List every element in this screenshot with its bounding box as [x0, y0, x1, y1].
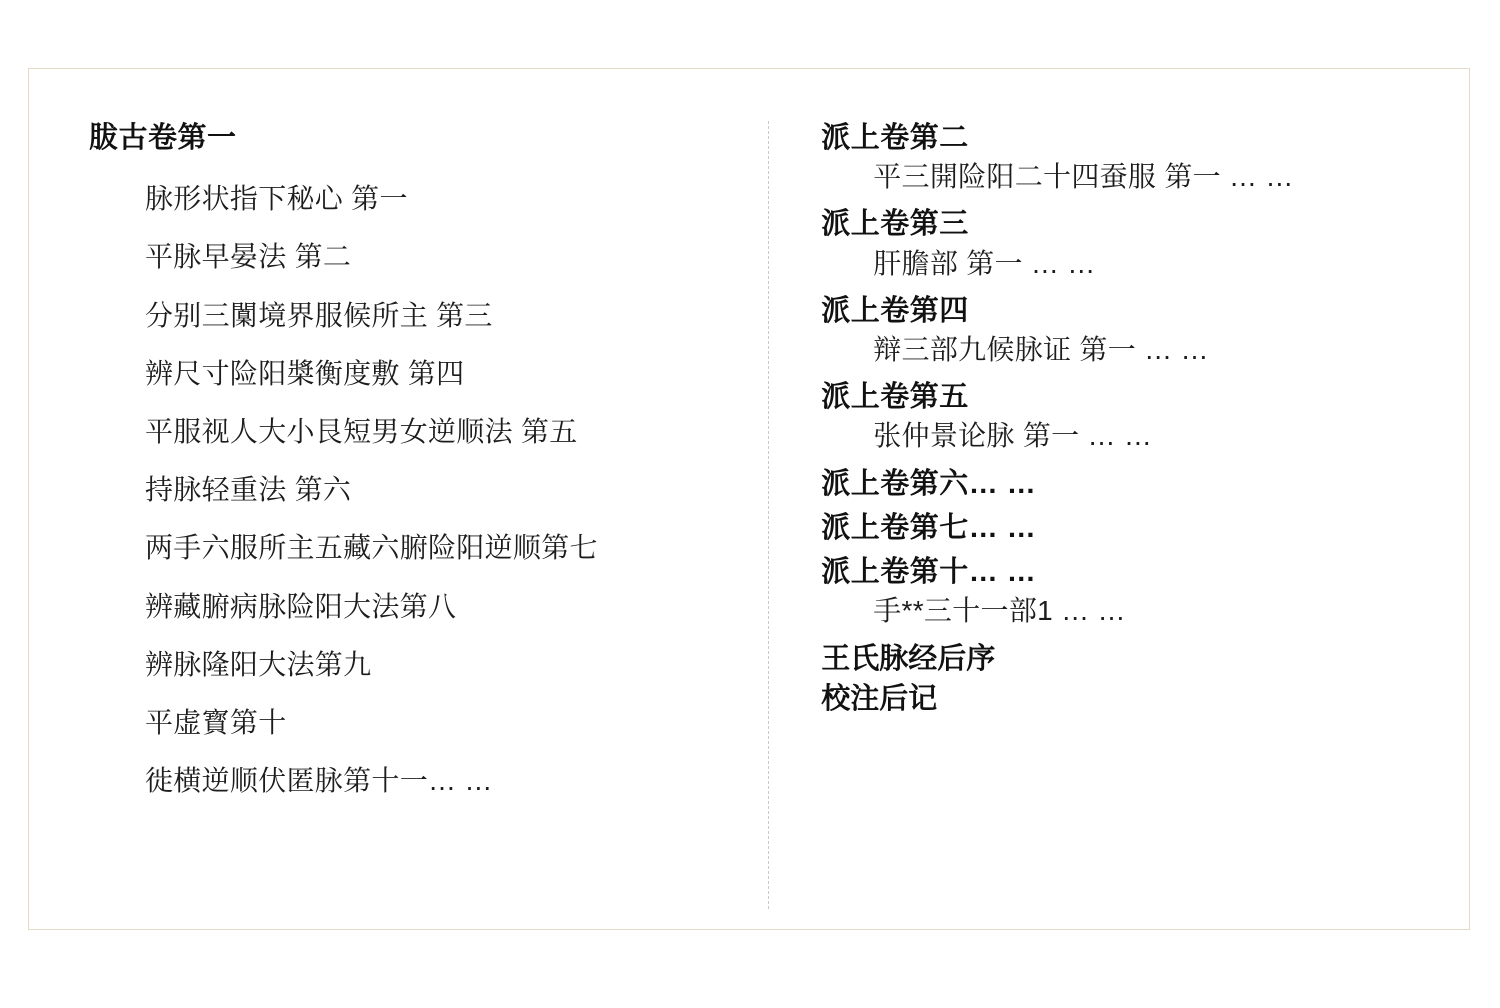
toc-block: [821, 467, 1439, 501]
toc-entry: 张仲景论脉 第一 … …: [873, 420, 1153, 452]
toc-entry: 平服视人大小艮短男女逆顺法 第五: [145, 415, 578, 447]
toc-block: [821, 555, 1439, 627]
toc-block: [821, 294, 1439, 366]
volume-title: 派上卷第七… …: [821, 511, 1037, 544]
toc-footer: [821, 641, 1439, 718]
toc-entry: 辨尺寸险阳槳衡度敷 第四: [145, 357, 465, 389]
toc-entry: 平三開险阳二十四蚕服 第一 … …: [873, 161, 1294, 193]
volume-title: 派上卷第二: [821, 122, 969, 154]
toc-entry: 肝膽部 第一 … …: [873, 247, 1096, 279]
toc-block: [821, 121, 1439, 193]
toc-entry: 持脉轻重法 第六: [145, 474, 352, 506]
toc-footer-line: 校注后记: [821, 683, 938, 716]
toc-block: [821, 511, 1439, 545]
toc-right-column: [768, 121, 1439, 909]
volume-title: 派上卷第十… …: [821, 556, 1037, 589]
table-of-contents: [29, 69, 1469, 929]
toc-block: [821, 207, 1439, 279]
toc-block: [821, 380, 1439, 452]
toc-entry: 平脉早晏法 第二: [145, 241, 352, 273]
toc-entry: 两手六服所主五藏六腑险阳逆顺第七: [145, 532, 598, 564]
toc-entry: 辨脉隆阳大法第九: [145, 648, 372, 680]
toc-entry: 分别三闑境界服候所主 第三: [145, 299, 493, 331]
volume-title: 派上卷第四: [821, 294, 969, 327]
toc-entry: 脉形状指下秘心 第一: [145, 183, 408, 215]
volume-title: 胈古卷第一: [89, 122, 237, 154]
toc-footer-line: 王氏脉经后序: [821, 643, 996, 676]
document-page: [28, 68, 1470, 930]
toc-entry: 徙横逆顺伏匿脉第十一… …: [145, 765, 493, 797]
toc-entry: 辩三部九候脉证 第一 … …: [873, 334, 1209, 366]
volume-title: 派上卷第六… …: [821, 467, 1037, 500]
toc-entry: 平虚寳第十: [145, 706, 287, 738]
volume-title: 派上卷第五: [821, 381, 969, 414]
toc-left-column: [59, 121, 768, 909]
toc-entry: 手**三十一部1 … …: [873, 595, 1126, 627]
toc-entry: 辨藏腑病脉险阳大法第八: [145, 590, 457, 622]
volume-title: 派上卷第三: [821, 208, 969, 241]
